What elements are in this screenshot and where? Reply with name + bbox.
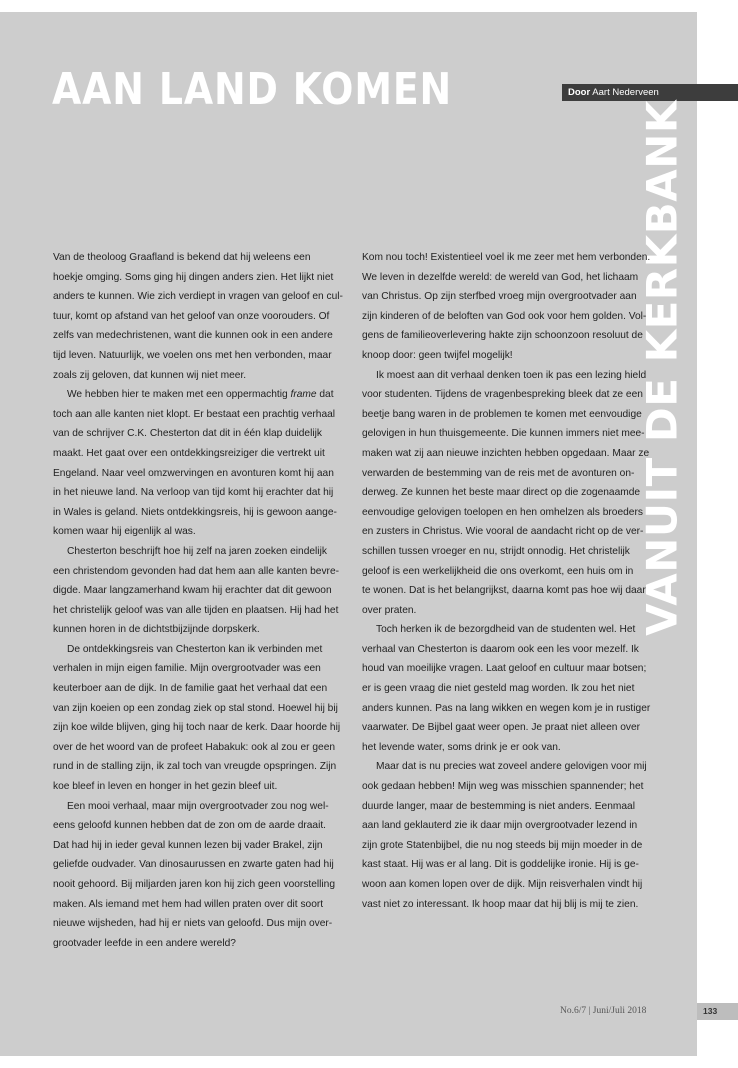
- author-byline: [562, 84, 738, 101]
- text-line: Engeland. Naar veel omzwervingen en avonturen komt hij aan: [53, 467, 334, 479]
- author-lead: Door: [568, 87, 591, 98]
- text-line: het levende water, soms drink je er ook van.: [362, 741, 561, 753]
- text-line: duurde langer, maar de bestemming is niet anders. Eenmaal: [362, 800, 635, 812]
- text-line: verhaal van Chesterton is daarom ook een les voor mezelf. Ik: [362, 643, 639, 655]
- author-name: Aart Nederveen: [592, 87, 659, 98]
- text-line: derweg. Ze kunnen het beste maar direct op die zogenaamde: [362, 487, 641, 499]
- text-line: anders kunnen. Pas na lang wikken en wegen kom je in rustiger: [362, 702, 651, 714]
- text-line: over de het woord van de profeet Habakuk: ook al zou er geen: [53, 741, 336, 753]
- text-line: knoop door: geen twijfel mogelijk!: [362, 349, 513, 361]
- text-line: van Christus. Op zijn sterfbed vroeg mijn overgrootvader aan: [362, 291, 637, 303]
- right-column: [362, 248, 654, 914]
- text-line: rund in de stalling zijn, ik zal toch van vreugde opspringen. Zijn: [53, 761, 337, 773]
- text-line: er is geen vraag die niet gesteld mag worden. Ik zou het niet: [362, 683, 635, 695]
- text-line: geloof is een werkelijkheid die ons overkomt, een huis om in: [362, 565, 634, 577]
- text-line: in het nieuwe land. Na verloop van tijd komt hij erachter dat hij: [53, 487, 334, 499]
- text-line: nieuwe wijsheden, had hij er niets van geloofd. Dus mijn over-: [53, 918, 333, 930]
- text-line: Toch herken ik de bezorgdheid van de studenten wel. Het: [376, 624, 636, 636]
- text-line: We leven in dezelfde wereld: de wereld van God, het lichaam: [362, 271, 639, 283]
- text-line: verhalen in mijn eigen familie. Mijn overgrootvader was een: [53, 663, 321, 675]
- paragraph: [362, 620, 654, 757]
- text-line: gelovigen in hun thuisgemeente. Die kunnen immers niet mee-: [362, 428, 645, 440]
- text-line: voor studenten. Tijdens de vragenbespreking bleek dat ze een: [362, 389, 643, 401]
- text-line: tijd leven. Natuurlijk, we voelen ons met hen verbonden, maar: [53, 349, 332, 361]
- text-line: te wonen. Dat is het belangrijkst, daarna komt pas hoe wij daar: [362, 585, 646, 597]
- issue-info: No.6/7 | Juni/Juli 2018: [560, 1006, 647, 1016]
- text-line: koe bleef in leven en honger in het gezin bleef uit.: [53, 781, 278, 793]
- text-line: digde. Maar langzamerhand kwam hij erachter dat dit gewoon: [53, 585, 332, 597]
- text-line: maken wat zij aan nieuwe inzichten hebben opgedaan. Maar ze: [362, 447, 650, 459]
- text-line: en zusters in Christus. Wie vooral de aandacht richt op de ver-: [362, 526, 644, 538]
- text-line: gens de familieoverlevering hakte zijn schoonzoon resoluut de: [362, 330, 643, 342]
- text-line: zijn kinderen of de beloften van God ook voor hem golden. Vol-: [362, 310, 647, 322]
- text-line: Van de theoloog Graafland is bekend dat hij weleens een: [53, 252, 311, 263]
- text-line: eens geloofd kunnen hebben dat de zon om de aarde draait.: [53, 820, 327, 832]
- text-line: over praten.: [362, 604, 417, 616]
- section-label: VANUIT DE KERKBANK: [637, 100, 687, 636]
- text-line: van zijn koeien op een zondag ziek op stal stond. Hoewel hij bij: [53, 702, 338, 714]
- page-number: 133: [697, 1003, 738, 1020]
- paragraph: [362, 248, 654, 366]
- left-column: [53, 248, 345, 953]
- text-line: een christendom gevonden had dat hem aan alle kanten bevre-: [53, 565, 340, 577]
- paragraph: [53, 640, 345, 797]
- text-line: maakt. Het gaat over een ontdekkingsreiziger die vertrekt uit: [53, 447, 325, 459]
- text-line: maken. Als iemand met hem had willen praten over dit soort: [53, 898, 324, 910]
- text-line: Dat had hij in ieder geval kunnen lezen bij vader Brakel, zijn: [53, 839, 323, 851]
- text-line: hoekje omging. Soms ging hij dingen anders zien. Het lijkt niet: [53, 271, 334, 283]
- text-line: nooit gehoord. Bij miljarden jaren kon hij zich geen voorstelling: [53, 879, 336, 890]
- text-line: grootvader leefde in een andere wereld?: [53, 937, 236, 949]
- text-line: De ontdekkingsreis van Chesterton kan ik verbinden met: [67, 643, 323, 655]
- text-line: aan land geklauterd zie ik daar mijn overgrootvader lezend in: [362, 820, 638, 832]
- text-line: kast staat. Hij was er al lang. Dit is goddelijke ironie. Hij is ge-: [362, 859, 639, 871]
- text-line: zelfs van medechristenen, want die kunnen ook in een andere: [53, 330, 333, 342]
- paragraph: [362, 366, 654, 621]
- text-line: vast niet zo interessant. Ik hoop maar dat hij blij is mij te zien.: [362, 898, 639, 910]
- paragraph: [53, 385, 345, 542]
- text-line: We hebben hier te maken met een oppermachtig frame dat: [67, 389, 334, 401]
- text-line: in Wales is geland. Niets ontdekkingsreis, hij is gewoon aange-: [53, 506, 337, 518]
- text-line: van de schrijver C.K. Chesterton dat dit in één klap duidelijk: [53, 428, 322, 440]
- text-line: toch aan alle kanten niet klopt. Er bestaat een prachtig verhaal: [53, 408, 336, 420]
- text-line: Ik moest aan dit verhaal denken toen ik pas een lezing hield: [376, 369, 647, 381]
- text-line: eenvoudige gelovigen toelopen en hen omhelzen als broeders: [362, 506, 643, 518]
- text-line: Chesterton beschrijft hoe hij zelf na jaren zoeken eindelijk: [67, 545, 327, 557]
- text-line: Een mooi verhaal, maar mijn overgrootvader zou nog wel-: [67, 800, 329, 812]
- text-line: geliefde oudvader. Van dinosaurussen en zwarte gaten had hij: [53, 859, 334, 871]
- text-line: tuur, komt op afstand van het geloof van onze voorouders. Of: [53, 310, 330, 322]
- text-line: komen waar hij eigenlijk al was.: [53, 526, 196, 538]
- text-line: Maar dat is nu precies wat zoveel andere gelovigen voor mij: [376, 761, 647, 773]
- text-line: anders te kunnen. Wie zich verdiept in vragen van geloof en cul-: [53, 291, 343, 303]
- text-line: verwarden de bestemming van de reis met de avonturen on-: [362, 467, 635, 479]
- paragraph: [53, 797, 345, 954]
- paragraph: [362, 757, 654, 914]
- article-title: AAN LAND KOMEN: [52, 64, 453, 115]
- text-line: het christelijk geloof was van alle tijden en plaatsen. Hij had het: [53, 604, 339, 616]
- text-line: zijn grote Statenbijbel, die nu nog steeds bij mijn moeder in de: [362, 839, 643, 851]
- text-line: ook gedaan hebben! Mijn weg was misschien spannender; het: [362, 781, 644, 793]
- text-line: beetje bang waren in de problemen te komen met eenvoudige: [362, 408, 642, 420]
- text-line: vaarwater. De Bijbel gaat weer open. Je praat niet alleen over: [362, 722, 641, 734]
- text-line: houd van moeilijke vragen. Laat geloof en cultuur maar botsen;: [362, 663, 647, 675]
- paragraph: [53, 248, 345, 385]
- text-line: zoals zij geloven, dat kunnen wij niet meer.: [53, 369, 247, 381]
- text-line: Kom nou toch! Existentieel voel ik me zeer met hem verbonden.: [362, 252, 651, 263]
- text-line: keuterboer aan de dijk. In de familie gaat het verhaal dat een: [53, 683, 328, 695]
- paragraph: [53, 542, 345, 640]
- text-line: kunnen horen in de dichtstbijzijnde dorpskerk.: [53, 624, 260, 636]
- text-line: woon aan komen lopen over de dijk. Mijn reisverhalen vindt hij: [362, 879, 643, 890]
- text-line: zijn koe wilde blijven, ging hij toch naar de kerk. Daar hoorde hij: [53, 722, 341, 734]
- text-line: schillen tussen vroeger en nu, strijdt onnodig. Het christelijk: [362, 545, 630, 557]
